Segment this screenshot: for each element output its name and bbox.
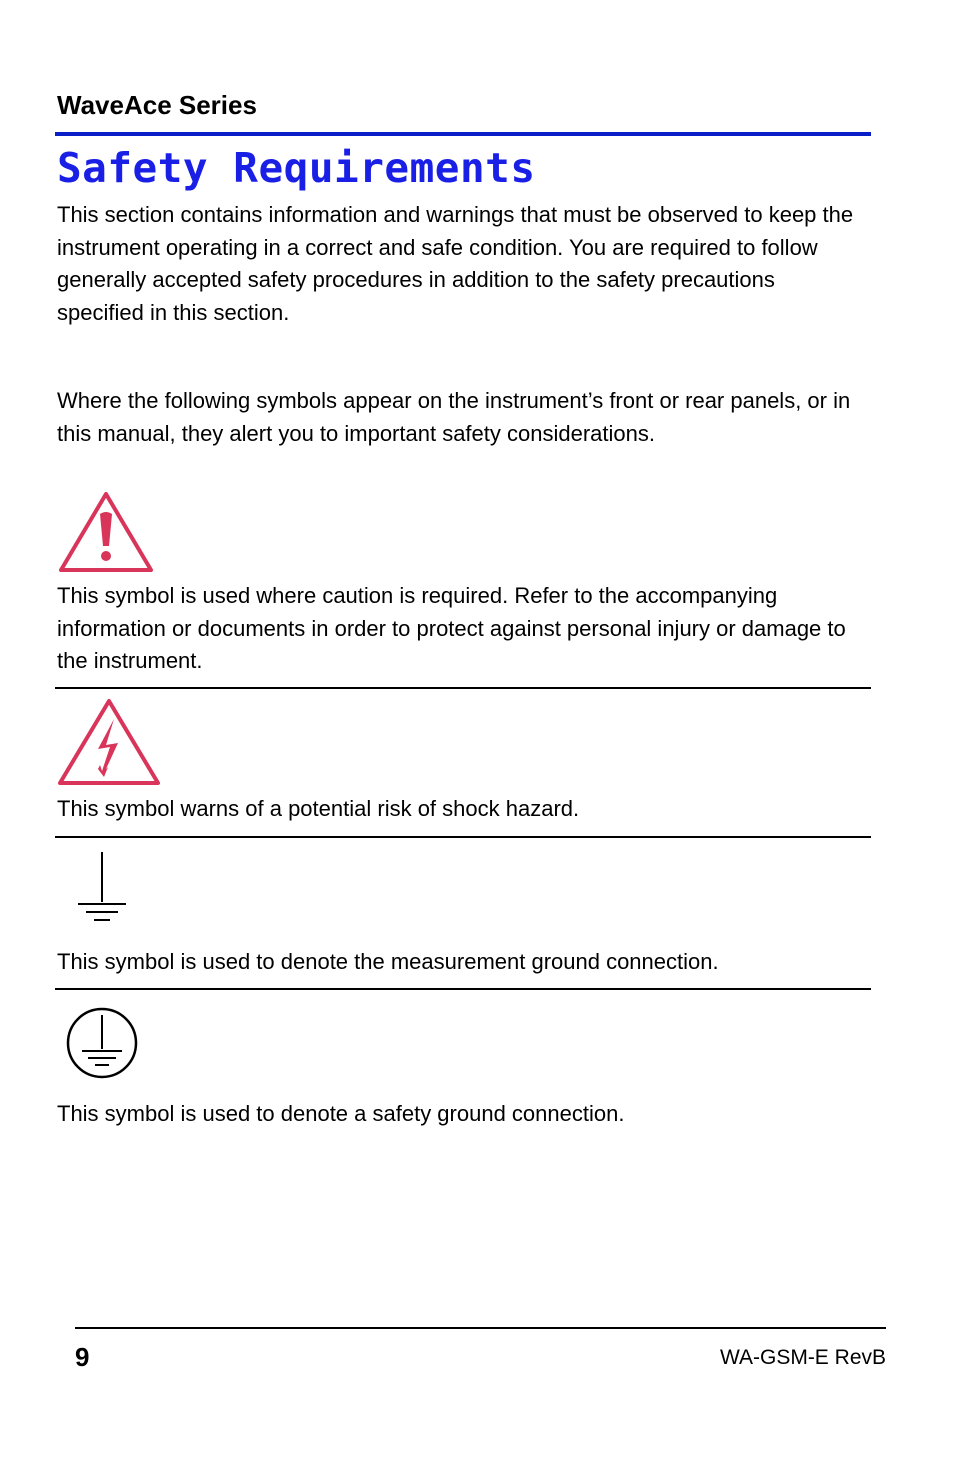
caution-description: This symbol is used where caution is required. Refer to the accompanying information or documents in order to protect against personal injury or damage to the instrument. [57, 583, 846, 673]
measurement-ground-description: This symbol is used to denote the measurement ground connection. [57, 949, 719, 974]
divider [55, 687, 871, 689]
caution-triangle-icon [57, 490, 155, 574]
divider [55, 988, 871, 990]
divider [55, 836, 871, 838]
safety-ground-description: This symbol is used to denote a safety ground connection. [57, 1101, 625, 1126]
footer-rule [75, 1327, 886, 1329]
page-number: 9 [75, 1342, 90, 1372]
page-title: Safety Requirements [57, 144, 536, 192]
header-rule [55, 132, 871, 136]
measurement-ground-icon [74, 850, 130, 926]
shock-description: This symbol warns of a potential risk of shock hazard. [57, 796, 580, 821]
symbols-intro-paragraph: Where the following symbols appear on the instrument’s front or rear panels, or in this manual, they alert you to important safety considerations. [57, 388, 851, 446]
series-header: WaveAce Series [57, 90, 257, 120]
document-id: WA-GSM-E RevB [719, 1346, 886, 1369]
shock-hazard-icon [56, 697, 162, 787]
safety-ground-icon [64, 1005, 140, 1081]
intro-paragraph: This section contains information and warnings that must be observed to keep the instrument operating in a correct and safe condition. You are required to follow generally accepted safety procedures in addition to the safety precautions specified in this section. [57, 202, 854, 325]
